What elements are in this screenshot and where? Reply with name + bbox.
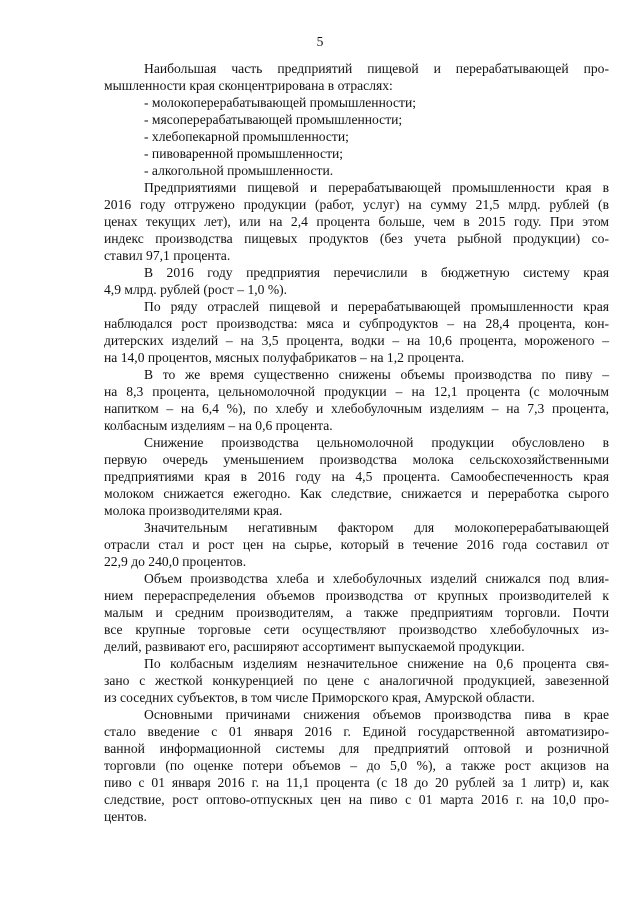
text-line: В то же время существенно снижены объемы производства по пиву –: [144, 367, 609, 382]
text-line: первую очередь уменьшением производства молока сельскохозяйственными: [104, 452, 609, 467]
document-body: [104, 60, 609, 825]
text-line: Предприятиями пищевой и перерабатывающей промышленности края в: [144, 180, 609, 195]
text-line: ванной информационной системы для предприятий оптовой и розничной: [104, 741, 609, 756]
text-line: ставил 97,1 процента.: [104, 248, 231, 263]
text-line: все крупные торговые сети осуществляют производство хлебобулочных из-: [104, 622, 609, 637]
text-line: нием перераспределения объемов производства от крупных производителей к: [104, 588, 609, 603]
text-line: зано с жесткой конкуренцией по цене с аналогичной продукцией, завезенной: [104, 673, 609, 688]
text-line: Объем производства хлеба и хлебобулочных изделий снижался под влия-: [144, 571, 609, 586]
text-line: Основными причинами снижения объемов производства пива в крае: [144, 707, 609, 722]
text-line: из соседних субъектов, в том числе Приморского края, Амурской области.: [104, 690, 535, 705]
text-line: ценах текущих лет), или на 2,4 процента больше, чем в 2015 году. При этом: [104, 214, 609, 229]
text-line: на 14,0 процентов, мясных полуфабрикатов – на 1,2 процента.: [104, 350, 465, 365]
page-number: 5: [316, 34, 324, 49]
text-line: напитком – на 6,4 %), по хлебу и хлебобулочным изделиям – на 7,3 процента,: [104, 401, 609, 416]
text-line: - хлебопекарной промышленности;: [144, 129, 349, 144]
text-line: малым и средним производителям, а также предприятиям торговли. Почти: [104, 605, 609, 620]
text-line: молока производителями края.: [104, 503, 283, 518]
text-line: делий, развивают его, расширяют ассортимент выпускаемой продукции.: [104, 639, 525, 654]
text-line: 2016 году отгружено продукции (работ, услуг) на сумму 21,5 млрд. рублей (в: [104, 197, 609, 212]
text-line: индекс производства пищевых продуктов (без учета рыбной продукции) со-: [104, 231, 609, 246]
text-line: Значительным негативным фактором для молокоперерабатывающей: [144, 520, 609, 535]
text-line: наблюдался рост производства: мяса и субпродуктов – на 28,4 процента, кон-: [104, 316, 609, 331]
text-line: пиво с 01 января 2016 г. на 11,1 процента (с 18 до 20 рублей за 1 литр) и, как: [104, 775, 609, 790]
text-line: - алкогольной промышленности.: [144, 163, 334, 178]
text-line: на 8,3 процента, цельномолочной продукции – на 12,1 процента (с молочным: [104, 384, 609, 399]
text-line: В 2016 году предприятия перечислили в бюджетную систему края: [144, 265, 609, 280]
text-line: торговли (по оценке потери объемов – до 5,0 %), а также рост акцизов на: [104, 758, 609, 773]
text-line: дитерских изделий – на 3,5 процента, водки – на 10,6 процента, мороженого –: [104, 333, 609, 348]
text-line: Наибольшая часть предприятий пищевой и перерабатывающей про-: [144, 61, 609, 76]
text-line: - пивоваренной промышленности;: [144, 146, 344, 161]
text-line: По колбасным изделиям незначительное снижение на 0,6 процента свя-: [144, 656, 609, 671]
text-line: 4,9 млрд. рублей (рост – 1,0 %).: [104, 282, 288, 297]
text-line: - мясоперерабатывающей промышленности;: [144, 112, 403, 127]
text-line: Снижение производства цельномолочной продукции обусловлено в: [144, 435, 609, 450]
text-line: стало введение с 01 января 2016 г. Единой государственной автоматизиро-: [104, 724, 609, 739]
text-line: колбасным изделиям – на 0,6 процента.: [104, 418, 333, 433]
text-line: - молокоперерабатывающей промышленности;: [144, 95, 417, 110]
text-line: По ряду отраслей пищевой и перерабатывающей промышленности края: [144, 299, 609, 314]
text-line: отрасли стал и рост цен на сырье, который в течение 2016 года составил от: [104, 537, 609, 552]
text-line: 22,9 до 240,0 процентов.: [104, 554, 247, 569]
text-line: следствие, рост оптово-отпускных цен на пиво с 01 марта 2016 г. на 10,0 про-: [104, 792, 609, 807]
text-line: предприятиями края в 2016 году на 4,5 процента. Самообеспеченность края: [104, 469, 609, 484]
text-line: молоком снижается ежегодно. Как следствие, снижается и переработка сырого: [104, 486, 609, 501]
text-line: мышленности края сконцентрирована в отраслях:: [104, 78, 393, 93]
text-line: центов.: [104, 809, 147, 824]
